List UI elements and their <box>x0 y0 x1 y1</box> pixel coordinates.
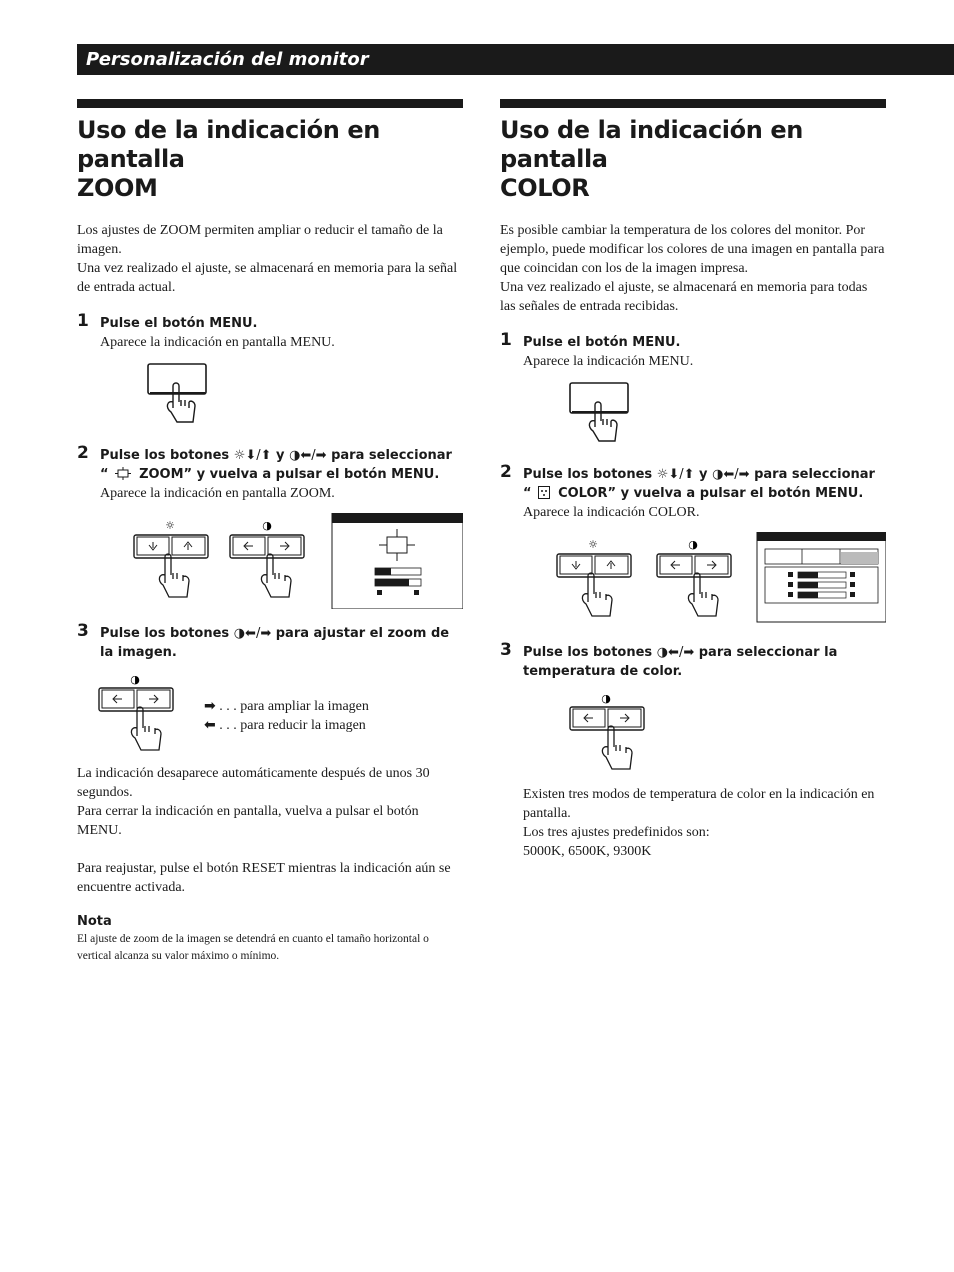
step-body: Aparece la indicación MENU. <box>523 354 694 369</box>
zoom-step-1 <box>77 311 463 352</box>
step-number: 1 <box>77 311 89 331</box>
note-text: El ajuste de zoom de la imagen se detendrá en cuanto el tamaño horizontal o vertical alcanza su valor máximo o mínimo. <box>77 933 429 962</box>
zoom-buttons-and-osd <box>77 513 463 609</box>
right-arrow-icon: ➡ <box>204 698 216 714</box>
color-after <box>500 785 886 861</box>
step-title: Pulse el botón MENU. <box>523 335 681 350</box>
step-number: 2 <box>77 443 89 463</box>
svg-text:◑: ◑ <box>601 692 611 705</box>
section-header: Personalización del monitor <box>77 44 954 75</box>
zoom-intro-1: Los ajustes de ZOOM permiten ampliar o reducir el tamaño de la imagen. <box>77 223 443 257</box>
step-title: Pulse los botones ◑⬅/➡ para ajustar el zoom de la imagen. <box>100 626 450 660</box>
color-step-1 <box>500 330 886 371</box>
zoom-intro-2: Una vez realizado el ajuste, se almacenará en memoria para la señal de entrada actual. <box>77 261 458 295</box>
zoom-icon <box>115 467 131 480</box>
color-step-3 <box>500 640 886 681</box>
reduce-item: ⬅ . . . para reducir la imagen <box>204 717 366 733</box>
step-title: Pulse los botones ☼⬇/⬆ y ◑⬅/➡ para seleccionar “ ZOOM” y vuelva a pulsar el botón MENU. <box>100 448 452 482</box>
contrast-buttons-icon: ◑⬅/➡ <box>656 645 695 660</box>
color-step3-illustration <box>500 689 886 777</box>
contrast-buttons-hand <box>568 689 678 777</box>
zoom-step2-illustration <box>77 513 463 609</box>
color-intro-1: Es posible cambiar la temperatura de los colores del monitor. Por ejemplo, puede modificar los colores de una imagen en pantalla para que coincidan con los de la imagen impresa. <box>500 223 885 276</box>
title-rule <box>500 99 886 108</box>
zoom-column <box>77 99 463 965</box>
zoom-after-1: La indicación desaparece automáticamente después de unos 30 segundos. <box>77 766 430 800</box>
color-icon <box>538 486 550 499</box>
color-intro-2: Una vez realizado el ajuste, se almacenará en memoria para todas las señales de entrada recibidas. <box>500 280 868 314</box>
color-after-2: Los tres ajustes predefinidos son: <box>523 825 710 840</box>
zoom-after-2: Para cerrar la indicación en pantalla, vuelva a pulsar el botón MENU. <box>77 804 419 838</box>
zoom-title: Uso de la indicación en pantalla ZOOM <box>77 116 380 202</box>
step-number: 3 <box>77 621 89 641</box>
brightness-buttons-icon: ☼⬇/⬆ <box>656 467 695 482</box>
step-number: 1 <box>500 330 512 350</box>
color-column <box>500 99 886 861</box>
zoom-step-3 <box>77 621 463 662</box>
zoom-after-3: Para reajustar, pulse el botón RESET mientras la indicación aún se encuentre activada. <box>77 861 451 895</box>
step-number: 2 <box>500 462 512 482</box>
note-title: Nota <box>77 914 112 929</box>
color-step-2 <box>500 462 886 522</box>
contrast-buttons-icon: ◑⬅/➡ <box>233 626 272 641</box>
title-rule <box>77 99 463 108</box>
svg-text:◑: ◑ <box>130 673 140 686</box>
brightness-buttons-icon: ☼⬇/⬆ <box>233 448 272 463</box>
left-arrow-icon: ⬅ <box>204 717 216 733</box>
svg-text:☼: ☼ <box>588 538 598 551</box>
zoom-step-2 <box>77 443 463 503</box>
color-step2-illustration <box>500 532 886 628</box>
step-body: Aparece la indicación en pantalla MENU. <box>100 335 335 350</box>
svg-text:◑: ◑ <box>688 538 698 551</box>
step-body: Aparece la indicación en pantalla ZOOM. <box>100 486 335 501</box>
enlarge-item: ➡ . . . para ampliar la imagen <box>204 698 369 714</box>
contrast-buttons-icon: ◑⬅/➡ <box>289 448 327 463</box>
color-buttons-and-osd <box>500 532 886 628</box>
contrast-buttons-icon: ◑⬅/➡ <box>712 467 750 482</box>
zoom-step3-illustration <box>77 670 463 760</box>
color-after-3: 5000K, 6500K, 9300K <box>523 844 652 859</box>
step-title: Pulse los botones ◑⬅/➡ para seleccionar la temperatura de color. <box>523 645 838 679</box>
zoom-arrow-legend <box>204 697 369 735</box>
menu-button-illustration <box>147 362 463 430</box>
color-after-1: Existen tres modos de temperatura de color en la indicación en pantalla. <box>523 787 875 821</box>
color-title: Uso de la indicación en pantalla COLOR <box>500 116 803 202</box>
step-body: Aparece la indicación COLOR. <box>523 505 700 520</box>
step-title: Pulse el botón MENU. <box>100 316 258 331</box>
svg-text:◑: ◑ <box>262 519 272 532</box>
svg-text:☼: ☼ <box>165 519 175 532</box>
step-number: 3 <box>500 640 512 660</box>
step-title: Pulse los botones ☼⬇/⬆ y ◑⬅/➡ para seleccionar “ COLOR” y vuelva a pulsar el botón MENU. <box>523 467 875 501</box>
contrast-buttons-hand <box>97 670 207 760</box>
menu-button-illustration <box>569 381 886 449</box>
